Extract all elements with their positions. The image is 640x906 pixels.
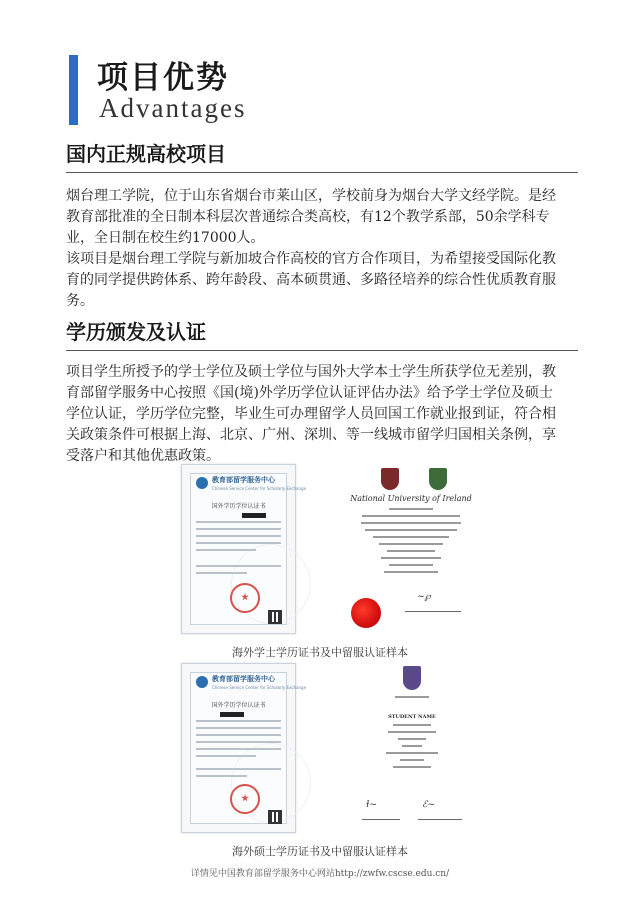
title-accent-bar (69, 55, 78, 125)
cert-issuer-en: Chinese Service Center for Scholarly Exchange (212, 486, 307, 491)
figure-caption-bachelor: 海外学士学历证书及中留服认证样本 (232, 646, 408, 659)
diploma-university-name: National University of Ireland (350, 494, 472, 503)
paragraph-line: 学位认证，学历学位完整，毕业生可办理留学人员回国工作就业报到证，符合相 (66, 406, 556, 422)
official-seal-icon (230, 583, 260, 613)
wax-seal-icon (351, 598, 381, 628)
cscse-certificate-image-bachelor (181, 464, 307, 634)
cert-issuer: 教育部留学服务中心 (212, 675, 275, 683)
redaction-bar (242, 513, 266, 518)
university-crest-icon (403, 666, 421, 690)
cscse-logo-icon (196, 676, 208, 688)
cscse-certificate-image-master (181, 663, 307, 833)
cert-issuer-en: Chinese Service Center for Scholarly Exchange (212, 685, 307, 690)
paragraph-line: 项目学生所授予的学士学位及硕士学位与国外大学本士学生所获学位无差别，教 (66, 364, 556, 380)
signature-mark: ɫ~ (366, 800, 377, 810)
paragraph-line: 关政策条件可根据上海、北京、广州、深圳、等一线城市留学归国相关条例，享 (66, 427, 556, 443)
signature-mark: ~℘ (417, 592, 431, 602)
footer-note: 详情见中国教育部留学服务中心网站http://zwfw.cscse.edu.cn/ (190, 869, 450, 879)
section-divider (66, 172, 578, 173)
paragraph-line: 受落户和其他优惠政策。 (66, 448, 220, 464)
page-title: 项目优势 (97, 60, 229, 96)
paragraph-line: 烟台理工学院，位于山东省烟台市莱山区，学校前身为烟台大学文经学院。是经 (66, 188, 556, 204)
section-divider (66, 350, 578, 351)
page-subtitle: Advantages (99, 93, 247, 123)
university-crest-icon (381, 468, 399, 490)
section-body-degree-certification (66, 362, 580, 467)
cert-title: 国外学历学位认证书 (211, 503, 266, 510)
signature-line (418, 810, 462, 820)
section-heading-domestic-program: 国内正规高校项目 (66, 142, 226, 166)
paragraph-line: 育部留学服务中心按照《国(境)外学历学位认证评估办法》给予学士学位及硕士 (66, 385, 553, 401)
diploma-image-bachelor (347, 462, 475, 632)
college-crest-icon (429, 468, 447, 490)
figure-caption-master: 海外硕士学历证书及中留服认证样本 (232, 845, 408, 858)
signature-line (405, 602, 461, 612)
paragraph-line: 务。 (66, 293, 94, 309)
qr-code-icon (268, 810, 282, 824)
redaction-bar (220, 712, 244, 717)
section-body-domestic-program (66, 186, 580, 312)
diploma-image-master (354, 662, 470, 834)
signature-mark: ℰ~ (422, 800, 435, 810)
signature-line (362, 810, 400, 820)
paragraph-line: 教育部批准的全日制本科层次普通综合类高校，有12个教学系部，50余学科专 (66, 209, 550, 225)
paragraph-line: 该项目是烟台理工学院与新加坡合作高校的官方合作项目，为希望接受国际化教 (66, 251, 556, 267)
cert-issuer: 教育部留学服务中心 (212, 476, 275, 484)
cscse-logo-icon (196, 477, 208, 489)
section-heading-degree-certification: 学历颁发及认证 (66, 320, 206, 344)
cert-title: 国外学历学位认证书 (211, 702, 266, 709)
qr-code-icon (268, 610, 282, 624)
diploma-student-name: STUDENT NAME (388, 714, 436, 720)
paragraph-line: 育的同学提供跨体系、跨年龄段、高本硕贯通、多路径培养的综合性优质教育服 (66, 272, 556, 288)
paragraph-line: 业，全日制在校生约17000人。 (66, 230, 265, 246)
official-seal-icon (230, 784, 260, 814)
